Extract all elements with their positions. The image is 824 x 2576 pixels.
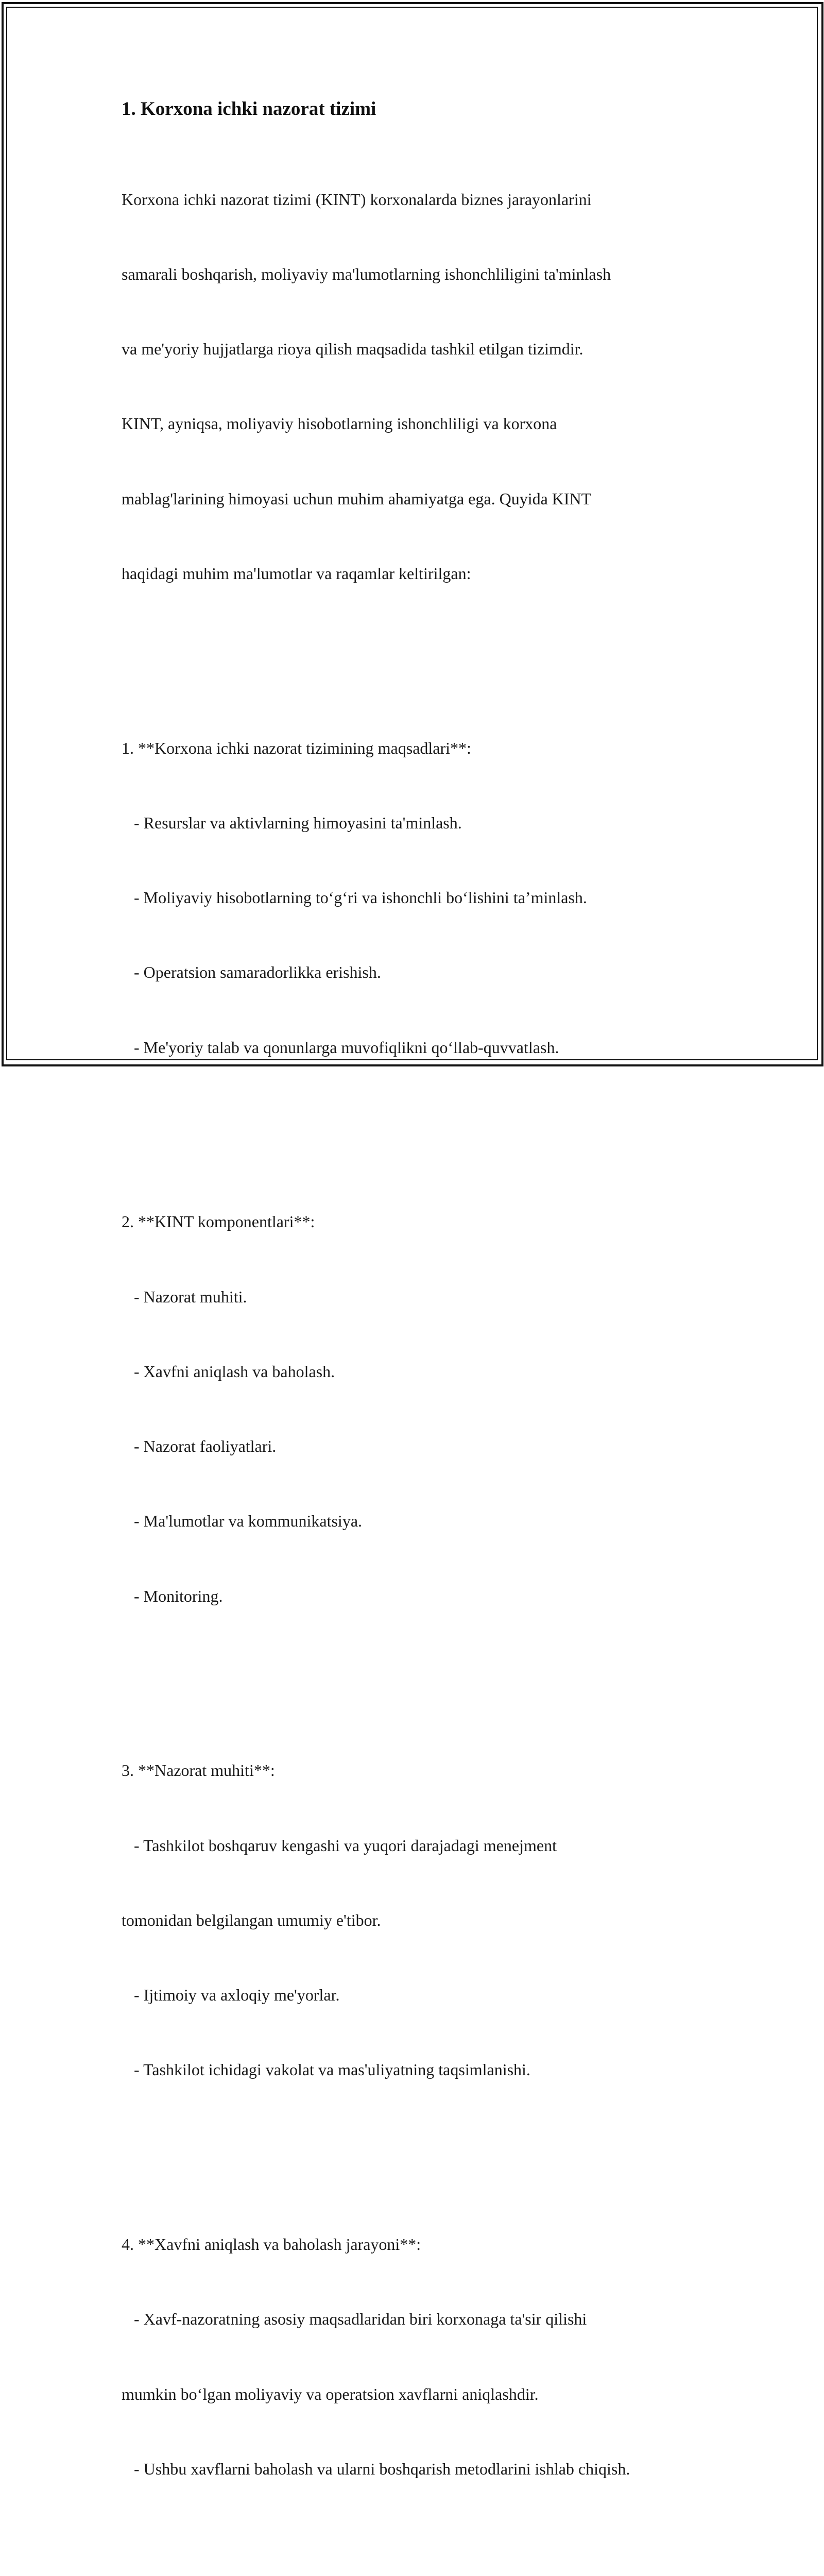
blank-line [122, 636, 729, 660]
section-line: - Monitoring. [122, 1586, 223, 1605]
blank-line [122, 1110, 729, 1134]
blank-line [122, 1658, 729, 1683]
section-line: - Resurslar va aktivlarning himoyasini ta'minlash. [122, 813, 462, 832]
section-line: - Moliyaviy hisobotlarning to‘g‘ri va ishonchli bo‘lishini ta’minlash. [122, 888, 587, 907]
section-line: - Ma'lumotlar va kommunikatsiya. [122, 1512, 363, 1531]
section-line: - Xavf-nazoratning asosiy maqsadlaridan biri korxonaga ta'sir qilishi [122, 2310, 587, 2329]
section-line: - Operatsion samaradorlikka erishish. [122, 963, 381, 982]
blank-line [122, 2132, 729, 2157]
section-line: - Me'yoriy talab va qonunlarga muvofiqlikni qo‘llab-quvvatlash. [122, 1038, 559, 1057]
intro-line: mablag'larining himoyasi uchun muhim ahamiyatga ega. Quyida KINT [122, 489, 592, 508]
section-line: - Tashkilot ichidagi vakolat va mas'uliyatning taqsimlanishi. [122, 2060, 530, 2079]
intro-line: KINT, ayniqsa, moliyaviy hisobotlarning ishonchliligi va korxona [122, 414, 557, 433]
section-heading: 3. **Nazorat muhiti**: [122, 1761, 275, 1780]
section-line: - Xavfni aniqlash va baholash. [122, 1362, 335, 1381]
section-line: - Ijtimoiy va axloqiy me'yorlar. [122, 1986, 340, 2005]
intro-line: samarali boshqarish, moliyaviy ma'lumotlarning ishonchliligini ta'minlash [122, 265, 611, 284]
intro-line: va me'yoriy hujjatlarga rioya qilish maqsadida tashkil etilgan tizimdir. [122, 340, 583, 359]
section-line: - Nazorat muhiti. [122, 1287, 247, 1306]
section-line: tomonidan belgilangan umumiy e'tibor. [122, 1910, 381, 1929]
section-line: - Ushbu xavflarni baholash va ularni boshqarish metodlarini ishlab chiqish. [122, 2459, 630, 2478]
document-body [122, 97, 729, 2576]
section-heading: 1. **Korxona ichki nazorat tizimining maqsadlari**: [122, 738, 471, 757]
document-title: 1. Korxona ichki nazorat tizimi [122, 98, 376, 120]
section-line: - Nazorat faoliyatlari. [122, 1437, 277, 1456]
blank-line [122, 2531, 729, 2556]
section-line: - Tashkilot boshqaruv kengashi va yuqori darajadagi menejment [122, 1836, 557, 1855]
section-heading: 2. **KINT komponentlari**: [122, 1212, 315, 1231]
intro-line: Korxona ichki nazorat tizimi (KINT) korxonalarda biznes jarayonlarini [122, 190, 592, 209]
section-line: mumkin bo‘lgan moliyaviy va operatsion xavflarni aniqlashdir. [122, 2384, 539, 2403]
intro-paragraph [122, 137, 729, 2576]
intro-line: haqidagi muhim ma'lumotlar va raqamlar keltirilgan: [122, 564, 471, 583]
section-heading: 4. **Xavfni aniqlash va baholash jarayoni**: [122, 2235, 421, 2254]
